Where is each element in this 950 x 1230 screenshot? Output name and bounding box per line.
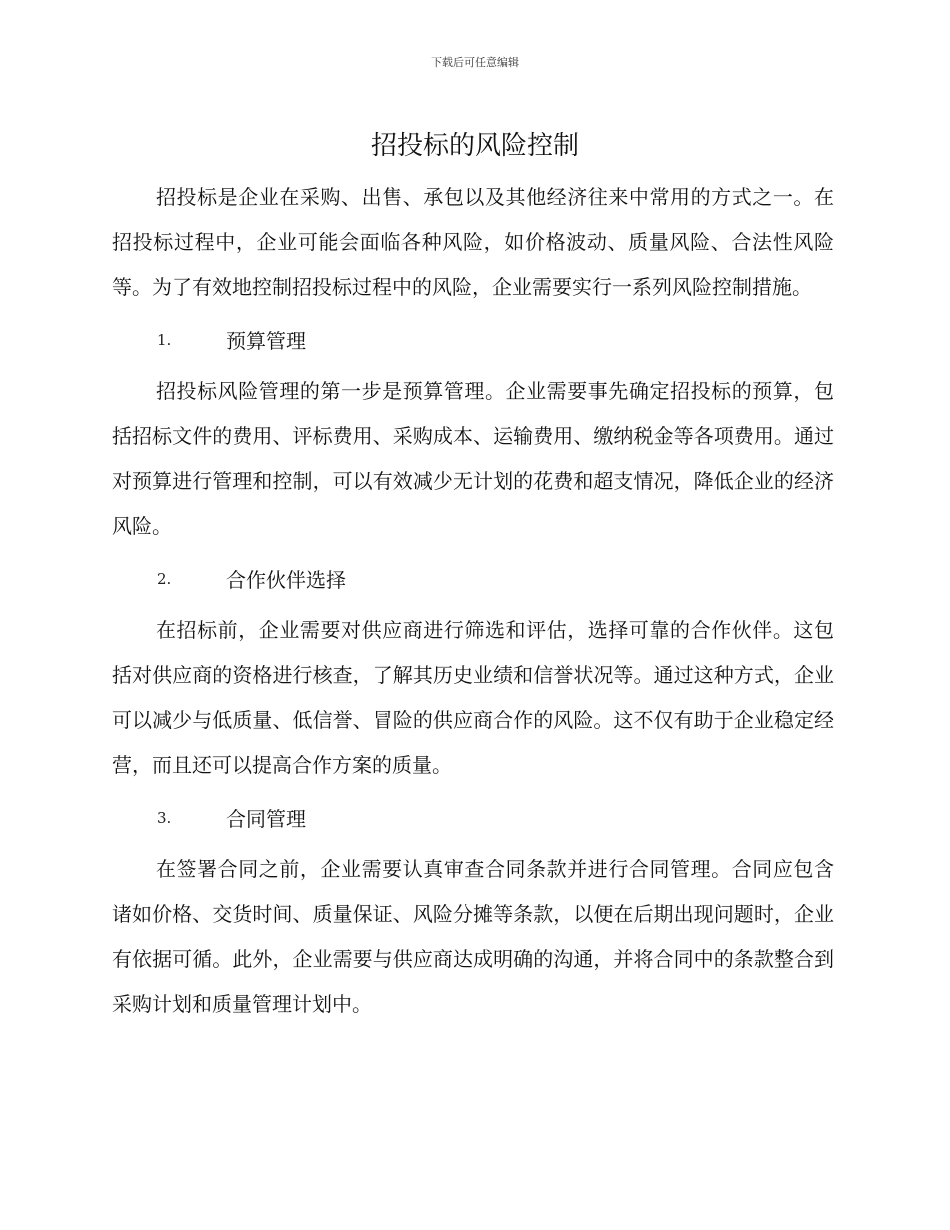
section-title: 预算管理 [226,329,306,353]
document-title: 招投标的风险控制 [370,131,579,161]
section-heading-partner [112,556,834,601]
section-number: 3. [157,808,172,827]
section-paragraph-partner: 在招标前，企业需要对供应商进行筛选和评估，选择可靠的合作伙伴。这包括对供应商的资格进行核查，了解其历史业绩和信誉状况等。通过这种方式，企业可以减少与低质量、低信誉、冒险的供应商合作的风险。这不仅有助于企业稳定经营，而且还可以提高合作方案的质量。 [112,618,834,777]
section-number: 2. [157,569,172,588]
intro-paragraph: 招投标是企业在采购、出售、承包以及其他经济往来中常用的方式之一。在招投标过程中，企业可能会面临各种风险，如价格波动、质量风险、合法性风险等。为了有效地控制招投标过程中的风险，企业需要实行一系列风险控制措施。 [112,185,834,299]
section-heading-budget [112,317,834,362]
section-heading-contract [112,795,834,840]
document-body [112,175,834,1034]
section-paragraph-contract: 在签署合同之前，企业需要认真审查合同条款并进行合同管理。合同应包含诸如价格、交货时间、质量保证、风险分摊等条款，以便在后期出现问题时，企业有依据可循。此外，企业需要与供应商达成明确的沟通，并将合同中的条款整合到采购计划和质量管理计划中。 [112,857,834,1016]
section-title: 合作伙伴选择 [226,568,346,592]
header-note: 下载后可任意编辑 [431,56,519,69]
section-paragraph-budget: 招投标风险管理的第一步是预算管理。企业需要事先确定招投标的预算，包括招标文件的费用、评标费用、采购成本、运输费用、缴纳税金等各项费用。通过对预算进行管理和控制，可以有效减少无计划的花费和超支情况，降低企业的经济风险。 [112,379,834,538]
section-title: 合同管理 [226,807,306,831]
section-number: 1. [157,330,172,349]
